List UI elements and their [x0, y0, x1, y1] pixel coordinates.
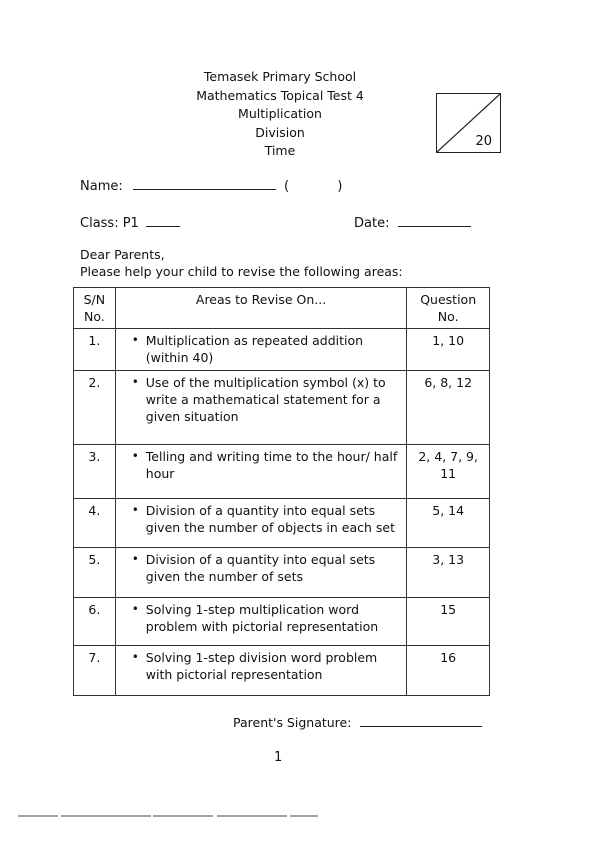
topic-time: Time	[264, 143, 296, 158]
topic-division: Division	[255, 124, 305, 140]
header-sn	[74, 288, 116, 329]
row-questions: 16	[407, 646, 490, 696]
bullet: •	[131, 333, 139, 347]
name-row	[80, 178, 342, 194]
header-q-line2: No.	[437, 309, 459, 324]
footer-rule	[18, 813, 318, 819]
table-row	[74, 329, 490, 371]
bullet: •	[131, 552, 139, 566]
row-sn: 7.	[74, 646, 116, 696]
row-area	[115, 445, 407, 499]
row-sn: 5.	[74, 548, 116, 598]
topic-multiplication: Multiplication	[238, 106, 322, 121]
row-area-text: Multiplication as repeated addition (within 40)	[145, 333, 364, 365]
test-header	[150, 68, 410, 161]
row-area-text: Use of the multiplication symbol (x) to write a mathematical statement for a given situation	[145, 375, 386, 424]
revision-table	[73, 287, 490, 696]
row-area	[115, 646, 407, 696]
row-sn: 6.	[74, 598, 116, 646]
table-row	[74, 598, 490, 646]
row-area-text: Division of a quantity into equal sets given the number of objects in each set	[145, 503, 396, 535]
intro	[80, 246, 403, 280]
page-number: 1	[274, 750, 283, 765]
signature-row	[233, 715, 482, 730]
score-total: 20	[475, 134, 492, 149]
table-row	[74, 646, 490, 696]
name-field[interactable]	[133, 178, 276, 190]
row-questions: 6, 8, 12	[407, 371, 490, 445]
instruction: Please help your child to revise the following areas:	[80, 264, 403, 279]
date-label: Date:	[354, 216, 390, 231]
row-area	[115, 329, 407, 371]
paren-close: )	[337, 179, 343, 194]
row-area	[115, 548, 407, 598]
row-area-text: Solving 1-step division word problem with pictorial representation	[145, 650, 378, 682]
class-field[interactable]	[146, 215, 180, 227]
header-question	[407, 288, 490, 329]
bullet: •	[131, 503, 139, 517]
row-questions: 5, 14	[407, 499, 490, 548]
table-header-row	[74, 288, 490, 329]
row-area-text: Division of a quantity into equal sets given the number of sets	[145, 552, 376, 584]
row-questions: 2, 4, 7, 9, 11	[407, 445, 490, 499]
bullet: •	[131, 449, 139, 463]
paren-open: (	[284, 179, 290, 194]
signature-field[interactable]	[360, 715, 482, 727]
row-area	[115, 499, 407, 548]
table-row	[74, 548, 490, 598]
greeting: Dear Parents,	[80, 247, 165, 262]
row-questions: 15	[407, 598, 490, 646]
table-row	[74, 499, 490, 548]
header-sn-line2: No.	[84, 309, 105, 324]
signature-label: Parent's Signature:	[233, 715, 352, 730]
date-field[interactable]	[398, 215, 471, 227]
name-label: Name:	[80, 179, 123, 194]
row-sn: 3.	[74, 445, 116, 499]
row-sn: 1.	[74, 329, 116, 371]
table-row	[74, 445, 490, 499]
class-label: Class: P1	[80, 216, 139, 231]
table-row	[74, 371, 490, 445]
date-row	[354, 215, 471, 231]
class-row	[80, 215, 180, 231]
bullet: •	[131, 650, 139, 664]
row-area-text: Solving 1-step multiplication word problem with pictorial representation	[145, 602, 379, 634]
row-sn: 4.	[74, 499, 116, 548]
score-box	[436, 93, 501, 153]
row-questions: 1, 10	[407, 329, 490, 371]
bullet: •	[131, 602, 139, 616]
header-q-line1: Question	[420, 292, 477, 307]
school-name: Temasek Primary School	[203, 69, 357, 84]
row-area	[115, 371, 407, 445]
test-title: Mathematics Topical Test 4	[196, 87, 364, 103]
row-questions: 3, 13	[407, 548, 490, 598]
row-area-text: Telling and writing time to the hour/ half hour	[145, 449, 398, 481]
row-sn: 2.	[74, 371, 116, 445]
header-areas: Areas to Revise On...	[115, 288, 407, 329]
row-area	[115, 598, 407, 646]
bullet: •	[131, 375, 139, 389]
header-sn-line1: S/N	[83, 292, 106, 307]
